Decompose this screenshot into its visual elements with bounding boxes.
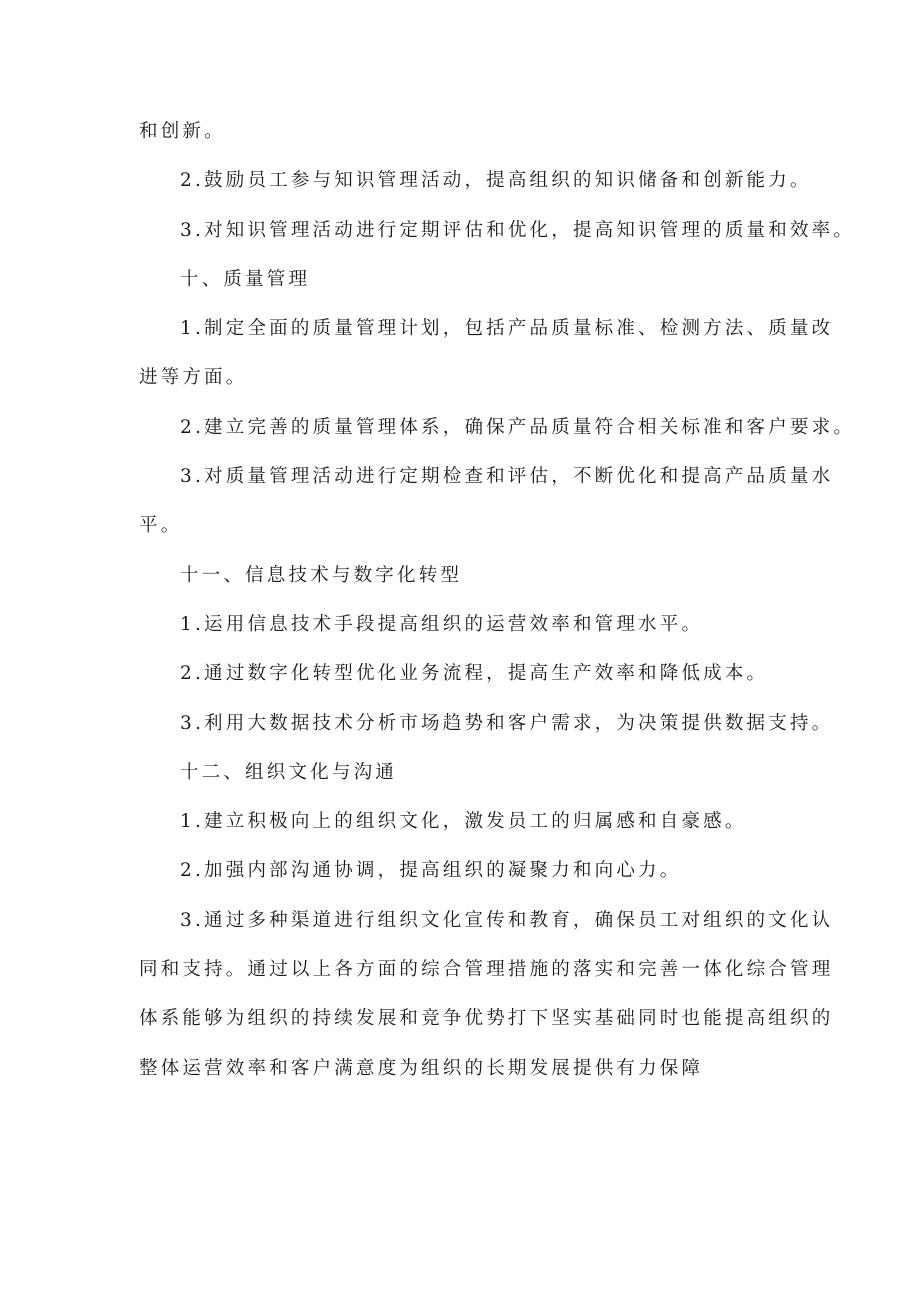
culture-item-1: 1.建立积极向上的组织文化，激发员工的归属感和自豪感。 [180, 811, 747, 833]
culture-item-3-continuation: 同和支持。通过以上各方面的综合管理措施的落实和完善一体化综合管理 [139, 959, 834, 981]
paragraph-continuation-line: 和创新。 [139, 121, 226, 142]
section-heading-culture: 十二、组织文化与沟通 [180, 761, 398, 783]
quality-item-2: 2.建立完善的质量管理体系，确保产品质量符合相关标准和客户要求。 [180, 416, 856, 438]
knowledge-item-2: 2.鼓励员工参与知识管理活动，提高组织的知识储备和创新能力。 [180, 170, 812, 192]
knowledge-item-3: 3.对知识管理活动进行定期评估和优化，提高知识管理的质量和效率。 [180, 219, 856, 241]
conclusion-line-2: 体系能够为组织的持续发展和竞争优势打下坚实基础同时也能提高组织的 [139, 1008, 834, 1030]
it-item-3: 3.利用大数据技术分析市场趋势和客户需求，为决策提供数据支持。 [180, 712, 834, 734]
quality-item-3: 3.对质量管理活动进行定期检查和评估，不断优化和提高产品质量水 [180, 466, 834, 488]
it-item-1: 1.运用信息技术手段提高组织的运营效率和管理水平。 [180, 613, 704, 635]
quality-item-1-continuation: 进等方面。 [139, 367, 248, 389]
quality-item-1: 1.制定全面的质量管理计划，包括产品质量标准、检测方法、质量改 [180, 318, 834, 340]
section-heading-it: 十一、信息技术与数字化转型 [180, 564, 463, 586]
quality-item-3-continuation: 平。 [139, 515, 183, 537]
it-item-2: 2.通过数字化转型优化业务流程，提高生产效率和降低成本。 [180, 663, 769, 685]
conclusion-line-3: 整体运营效率和客户满意度为组织的长期发展提供有力保障 [139, 1057, 704, 1079]
culture-item-3: 3.通过多种渠道进行组织文化宣传和教育，确保员工对组织的文化认 [180, 909, 834, 931]
section-heading-quality: 十、质量管理 [180, 268, 311, 290]
culture-item-2: 2.加强内部沟通协调，提高组织的凝聚力和向心力。 [180, 860, 682, 882]
document-body [139, 112, 856, 1098]
